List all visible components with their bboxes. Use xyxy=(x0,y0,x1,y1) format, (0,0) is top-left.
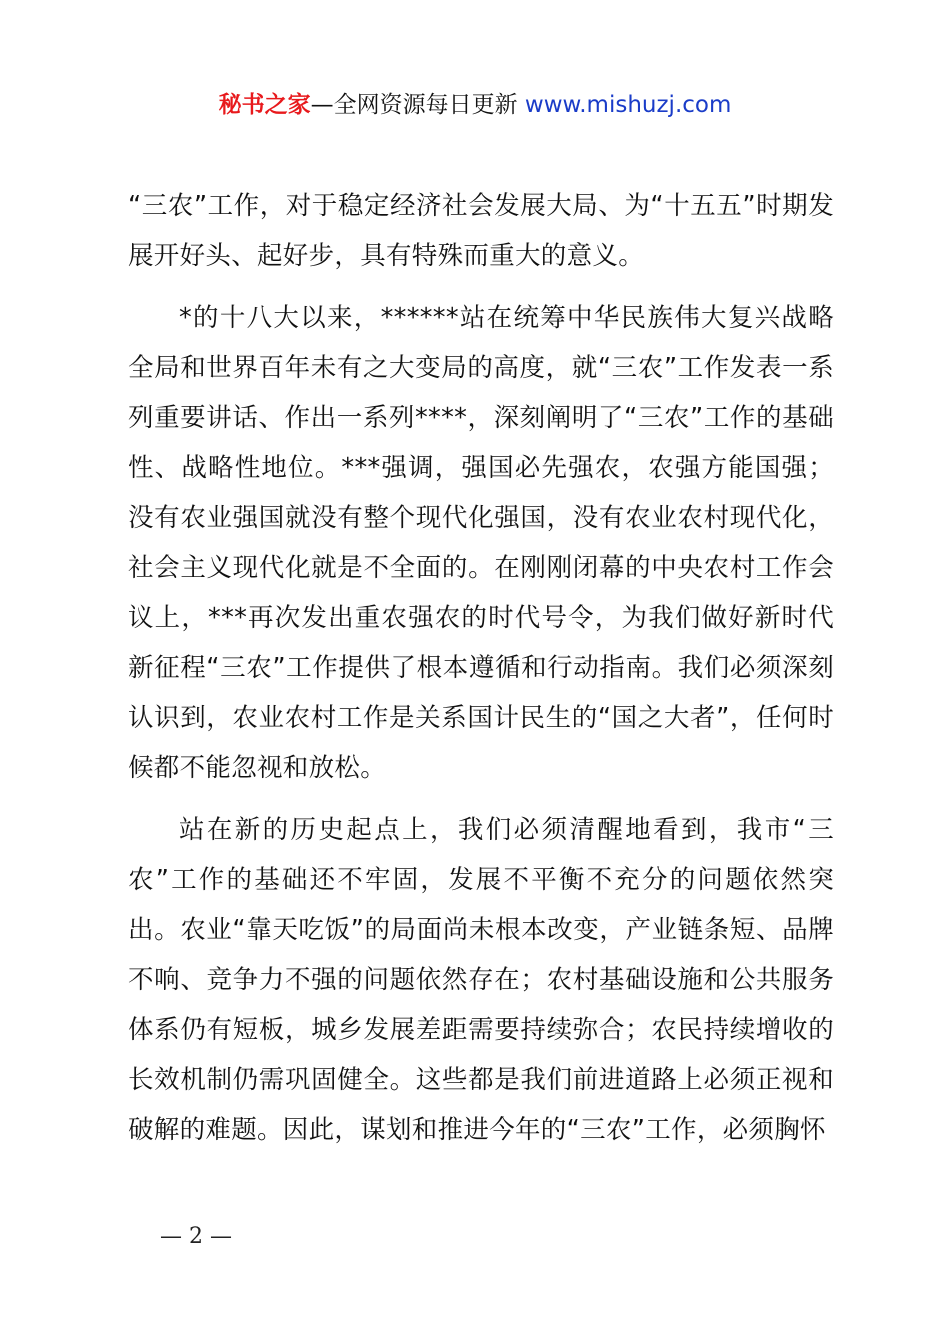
paragraph: 站在新的历史起点上，我们必须清醒地看到，我市“三农”工作的基础还不牢固，发展不平衡不充分的问题依然突出。农业“靠天吃饭”的局面尚未根本改变，产业链条短、品牌不响、竞争力不强的问题依然存在；农村基础设施和公共服务体系仍有短板，城乡发展差距需要持续弥合；农民持续增收的长效机制仍需巩固健全。这些都是我们前进道路上必须正视和破解的难题。因此，谋划和推进今年的“三农”工作，必须胸怀 xyxy=(128,815,834,1145)
page-number: — 2 — xyxy=(160,1224,232,1249)
site-header xyxy=(0,88,950,122)
brand-name: 秘书之家 xyxy=(218,92,311,118)
header-tagline: —全网资源每日更新 xyxy=(310,92,518,118)
paragraph: *的十八大以来，******站在统筹中华民族伟大复兴战略全局和世界百年未有之大变局的高度，就“三农”工作发表一系列重要讲话、作出一系列****，深刻阐明了“三农”工作的基础性、战略性地位。***强调，强国必先强农，农强方能国强；没有农业强国就没有整个现代化强国，没有农业农村现代化，社会主义现代化就是不全面的。在刚刚闭幕的中央农村工作会议上，***再次发出重农强农的时代号令，为我们做好新时代新征程“三农”工作提供了根本遵循和行动指南。我们必须深刻认识到，农业农村工作是关系国计民生的“国之大者”，任何时候都不能忽视和放松。 xyxy=(128,303,834,783)
site-url-link[interactable]: www.mishuzj.com xyxy=(524,92,732,118)
paragraph-continuation: “三农”工作，对于稳定经济社会发展大局、为“十五五”时期发展开好头、起好步，具有特殊而重大的意义。 xyxy=(128,191,834,271)
document-body xyxy=(128,181,834,1155)
